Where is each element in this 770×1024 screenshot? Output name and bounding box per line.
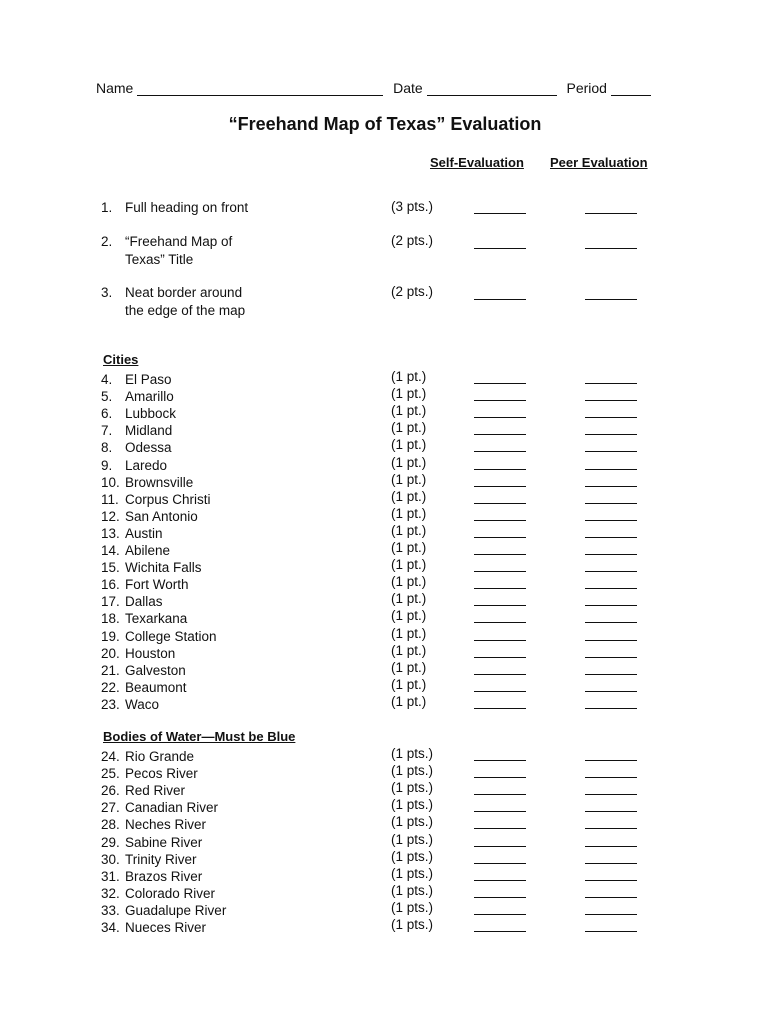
item-label: Rio Grande <box>125 749 195 764</box>
item-points: (1 pt.) <box>391 403 427 419</box>
item-points: (1 pt.) <box>391 488 427 504</box>
item-label: San Antonio <box>125 508 198 524</box>
item-label: Neat border around the edge of the map <box>125 285 246 318</box>
item-label: Colorado River <box>125 885 216 901</box>
self-score-blank[interactable] <box>474 554 526 555</box>
name-field[interactable] <box>137 81 383 96</box>
peer-score-blank[interactable] <box>585 897 637 898</box>
item-label: Pecos River <box>125 766 198 782</box>
page-title: “Freehand Map of Texas” Evaluation <box>228 114 542 134</box>
peer-score-blank[interactable] <box>585 846 637 847</box>
self-score-blank[interactable] <box>474 863 526 864</box>
item-number: 31. <box>101 868 120 884</box>
self-score-blank[interactable] <box>474 811 526 812</box>
item-points: (1 pts.) <box>391 814 434 830</box>
item-number: 4. <box>101 372 113 387</box>
item-number: 34. <box>101 920 120 935</box>
self-score-blank[interactable] <box>474 434 526 435</box>
item-number: 10. <box>101 474 120 490</box>
item-number: 11. <box>101 491 119 507</box>
item-points: (1 pts.) <box>391 797 434 813</box>
self-score-blank[interactable] <box>474 571 526 572</box>
peer-score-blank[interactable] <box>585 451 637 452</box>
self-score-blank[interactable] <box>474 897 526 898</box>
peer-score-blank[interactable] <box>585 811 637 812</box>
item-points: (1 pt.) <box>391 608 427 624</box>
self-score-blank[interactable] <box>474 657 526 658</box>
peer-score-blank[interactable] <box>585 469 637 470</box>
peer-score-blank[interactable] <box>585 605 637 606</box>
self-score-blank[interactable] <box>474 931 526 932</box>
item-points: (1 pt.) <box>391 420 427 436</box>
self-score-blank[interactable] <box>474 914 526 915</box>
item-points: (2 pts.) <box>391 284 434 299</box>
item-label: Lubbock <box>125 406 177 422</box>
item-points: (1 pts.) <box>391 848 434 864</box>
peer-score-blank[interactable] <box>585 708 637 709</box>
self-evaluation-header: Self-Evaluation <box>430 155 524 170</box>
item-label: Austin <box>125 525 163 541</box>
item-points: (1 pt.) <box>391 454 427 470</box>
item-number: 9. <box>101 457 113 473</box>
peer-score-blank[interactable] <box>585 931 637 932</box>
item-points: (1 pt.) <box>391 471 427 487</box>
item-points: (1 pts.) <box>391 899 434 915</box>
item-points: (1 pt.) <box>391 676 427 692</box>
item-points: (1 pt.) <box>391 642 427 658</box>
self-score-blank[interactable] <box>474 605 526 606</box>
peer-score-blank[interactable] <box>585 520 637 521</box>
self-score-blank[interactable] <box>474 794 526 795</box>
item-points: (1 pt.) <box>391 386 427 402</box>
peer-score-blank[interactable] <box>585 828 637 829</box>
item-label: Fort Worth <box>125 577 189 593</box>
peer-score-blank[interactable] <box>585 213 637 214</box>
cities-heading: Cities <box>103 352 139 367</box>
peer-score-blank[interactable] <box>585 691 637 692</box>
item-label: “Freehand Map of Texas” Title <box>125 234 233 267</box>
peer-score-blank[interactable] <box>585 777 637 778</box>
item-label: Neches River <box>125 817 207 833</box>
item-label: Midland <box>125 423 173 439</box>
item-number: 8. <box>101 440 113 456</box>
item-number: 24. <box>101 749 120 764</box>
self-score-blank[interactable] <box>474 503 526 504</box>
peer-score-blank[interactable] <box>585 863 637 864</box>
self-score-blank[interactable] <box>474 486 526 487</box>
peer-score-blank[interactable] <box>585 383 637 384</box>
self-score-blank[interactable] <box>474 622 526 623</box>
item-label: Wichita Falls <box>125 560 202 576</box>
item-label: Houston <box>125 645 176 661</box>
self-score-blank[interactable] <box>474 640 526 641</box>
item-points: (1 pts.) <box>391 831 434 847</box>
item-label: Waco <box>125 696 160 712</box>
self-score-blank[interactable] <box>474 537 526 538</box>
item-number: 17. <box>101 594 120 610</box>
period-field[interactable] <box>611 81 651 96</box>
item-label: Trinity River <box>125 851 197 867</box>
item-points: (1 pt.) <box>391 557 427 573</box>
self-score-blank[interactable] <box>474 383 526 384</box>
peer-evaluation-header: Peer Evaluation <box>550 155 648 170</box>
item-number: 30. <box>101 851 120 867</box>
item-points: (1 pt.) <box>391 693 427 709</box>
item-number: 1. <box>101 200 113 215</box>
peer-score-blank[interactable] <box>585 486 637 487</box>
item-label: Beaumont <box>125 679 187 695</box>
item-points: (1 pt.) <box>391 574 427 590</box>
item-number: 23. <box>101 696 120 712</box>
peer-score-blank[interactable] <box>585 794 637 795</box>
self-score-blank[interactable] <box>474 691 526 692</box>
item-label: El Paso <box>125 372 172 387</box>
self-score-blank[interactable] <box>474 451 526 452</box>
item-label: Odessa <box>125 440 172 456</box>
self-score-blank[interactable] <box>474 417 526 418</box>
self-score-blank[interactable] <box>474 760 526 761</box>
item-label: Dallas <box>125 594 163 610</box>
item-number: 25. <box>101 766 120 782</box>
item-label: Amarillo <box>125 389 174 405</box>
item-number: 20. <box>101 645 120 661</box>
item-points: (2 pts.) <box>391 233 434 248</box>
item-number: 14. <box>101 543 120 558</box>
item-points: (1 pts.) <box>391 746 434 761</box>
item-points: (1 pt.) <box>391 505 427 521</box>
date-field[interactable] <box>427 81 557 96</box>
peer-score-blank[interactable] <box>585 674 637 675</box>
peer-score-blank[interactable] <box>585 503 637 504</box>
self-score-blank[interactable] <box>474 828 526 829</box>
self-score-blank[interactable] <box>474 469 526 470</box>
self-score-blank[interactable] <box>474 708 526 709</box>
item-points: (3 pts.) <box>391 199 434 214</box>
peer-score-blank[interactable] <box>585 434 637 435</box>
item-number: 22. <box>101 679 120 695</box>
item-points: (1 pts.) <box>391 865 434 881</box>
item-points: (1 pts.) <box>391 882 434 898</box>
self-score-blank[interactable] <box>474 520 526 521</box>
header-line <box>96 80 651 96</box>
item-number: 32. <box>101 885 120 901</box>
item-points: (1 pts.) <box>391 763 434 779</box>
item-number: 6. <box>101 406 113 422</box>
peer-score-blank[interactable] <box>585 554 637 555</box>
peer-score-blank[interactable] <box>585 880 637 881</box>
item-points: (1 pt.) <box>391 522 427 538</box>
self-score-blank[interactable] <box>474 846 526 847</box>
item-number: 2. <box>101 234 113 249</box>
period-label: Period <box>566 80 607 96</box>
date-label: Date <box>393 80 423 96</box>
item-number: 19. <box>101 628 120 644</box>
item-label: Nueces River <box>125 920 207 935</box>
item-label: Canadian River <box>125 800 219 816</box>
item-points: (1 pt.) <box>391 540 427 555</box>
self-score-blank[interactable] <box>474 248 526 249</box>
item-points: (1 pts.) <box>391 917 434 932</box>
self-score-blank[interactable] <box>474 588 526 589</box>
item-label: College Station <box>125 628 217 644</box>
item-number: 5. <box>101 389 113 405</box>
item-points: (1 pt.) <box>391 625 427 641</box>
item-points: (1 pt.) <box>391 591 427 607</box>
item-label: Galveston <box>125 662 186 678</box>
self-score-blank[interactable] <box>474 777 526 778</box>
item-label: Brownsville <box>125 474 194 490</box>
item-number: 28. <box>101 817 120 833</box>
self-score-blank[interactable] <box>474 674 526 675</box>
item-number: 18. <box>101 611 120 627</box>
item-number: 13. <box>101 525 120 541</box>
item-points: (1 pt.) <box>391 659 427 675</box>
self-score-blank[interactable] <box>474 400 526 401</box>
item-number: 33. <box>101 902 120 918</box>
item-number: 26. <box>101 783 120 799</box>
peer-score-blank[interactable] <box>585 537 637 538</box>
peer-score-blank[interactable] <box>585 248 637 249</box>
peer-score-blank[interactable] <box>585 588 637 589</box>
item-points: (1 pts.) <box>391 780 434 796</box>
peer-score-blank[interactable] <box>585 400 637 401</box>
item-label: Corpus Christi <box>125 491 211 507</box>
item-points: (1 pt.) <box>391 369 427 384</box>
item-label: Abilene <box>125 543 171 558</box>
self-score-blank[interactable] <box>474 880 526 881</box>
item-label: Full heading on front <box>125 200 249 215</box>
item-points: (1 pt.) <box>391 437 427 453</box>
item-label: Sabine River <box>125 834 203 850</box>
self-score-blank[interactable] <box>474 213 526 214</box>
item-label: Brazos River <box>125 868 203 884</box>
item-number: 12. <box>101 508 120 524</box>
item-number: 15. <box>101 560 120 576</box>
peer-score-blank[interactable] <box>585 640 637 641</box>
peer-score-blank[interactable] <box>585 417 637 418</box>
item-number: 29. <box>101 834 120 850</box>
item-label: Red River <box>125 783 186 799</box>
peer-score-blank[interactable] <box>585 622 637 623</box>
peer-score-blank[interactable] <box>585 657 637 658</box>
self-score-blank[interactable] <box>474 299 526 300</box>
peer-score-blank[interactable] <box>585 914 637 915</box>
item-number: 21. <box>101 662 120 678</box>
item-number: 27. <box>101 800 120 816</box>
item-number: 3. <box>101 285 113 300</box>
item-number: 7. <box>101 423 113 439</box>
peer-score-blank[interactable] <box>585 760 637 761</box>
item-number: 16. <box>101 577 120 593</box>
item-label: Texarkana <box>125 611 188 627</box>
peer-score-blank[interactable] <box>585 571 637 572</box>
water-heading: Bodies of Water—Must be Blue <box>103 729 296 744</box>
name-label: Name <box>96 80 134 96</box>
peer-score-blank[interactable] <box>585 299 637 300</box>
item-label: Laredo <box>125 457 168 473</box>
item-label: Guadalupe River <box>125 902 227 918</box>
